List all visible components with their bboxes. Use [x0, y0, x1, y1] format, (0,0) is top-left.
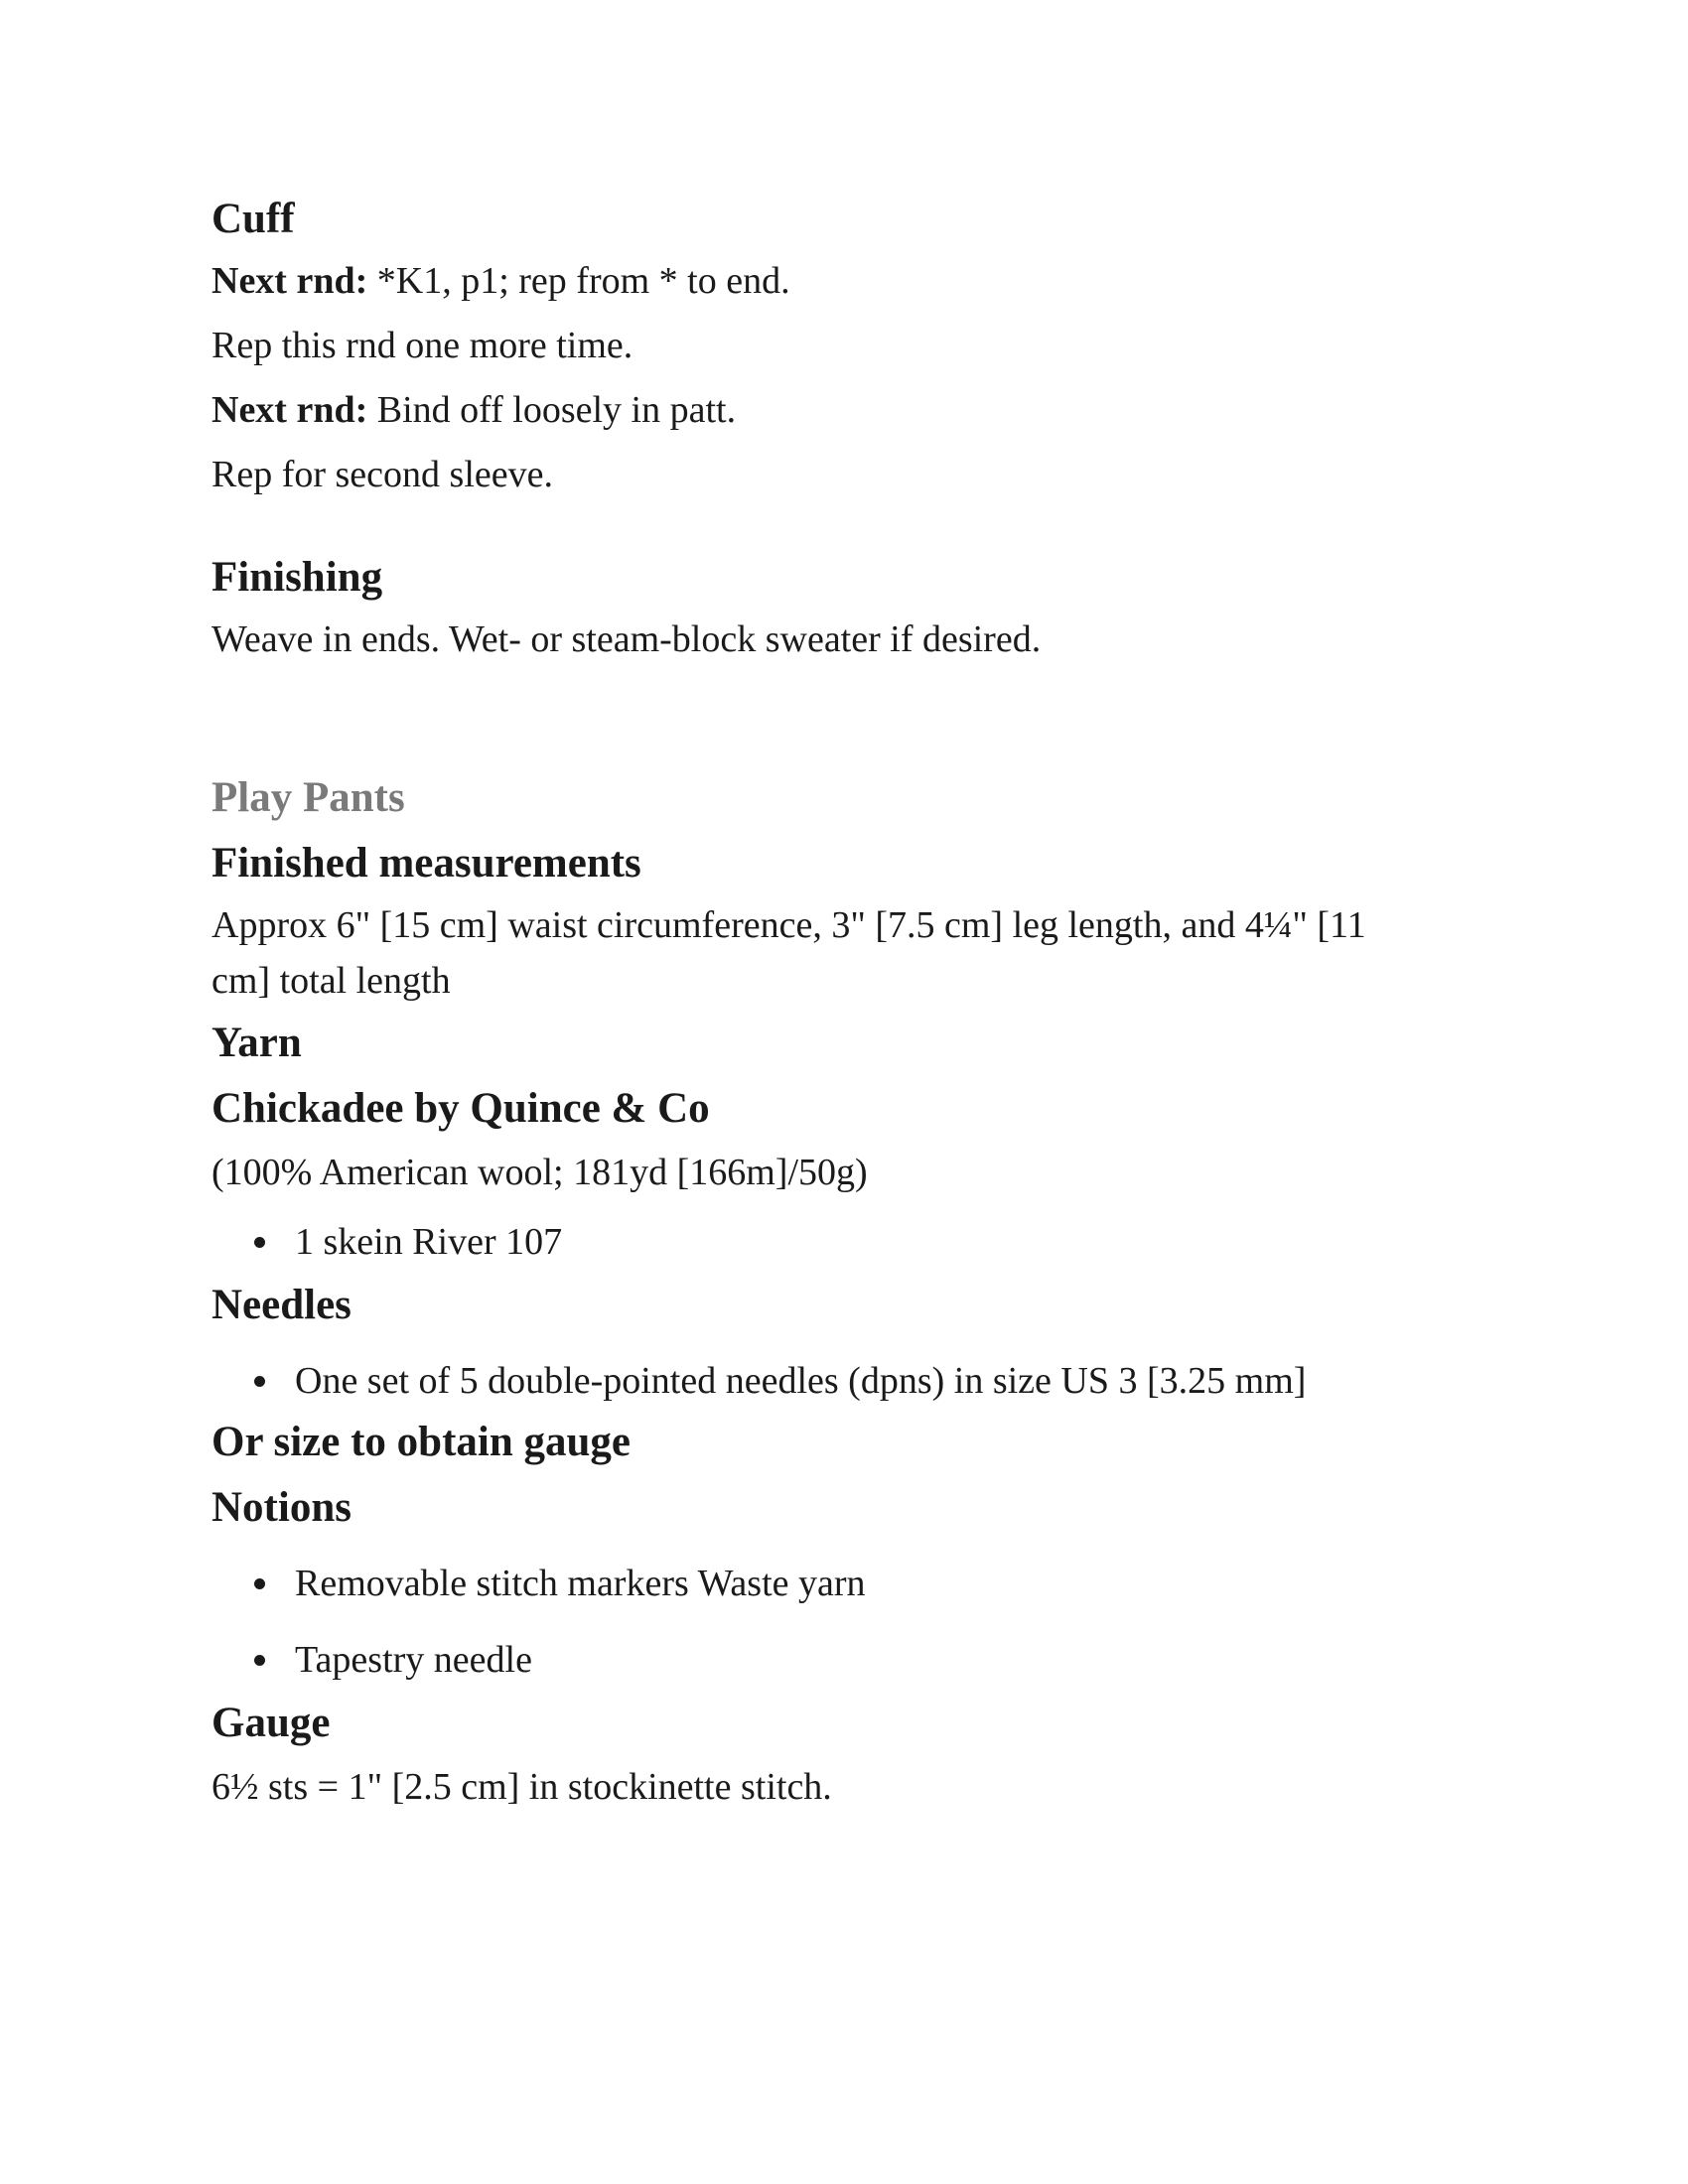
cuff-line-1-label: Next rnd:	[211, 260, 368, 302]
notions-heading: Notions	[211, 1484, 352, 1531]
finished-measurements-line-1: Approx 6" [15 cm] waist circumference, 3" [7.5 cm] leg length, and 4¼" [11	[211, 904, 1366, 946]
bullet-icon	[254, 1376, 265, 1387]
gauge-text: 6½ sts = 1" [2.5 cm] in stockinette stitch.	[211, 1766, 832, 1808]
cuff-line-2: Rep this rnd one more time.	[211, 325, 633, 366]
yarn-item-text: 1 skein River 107	[295, 1221, 563, 1263]
finishing-heading: Finishing	[211, 554, 383, 601]
yarn-list	[211, 1214, 1502, 1270]
bullet-icon	[254, 1655, 265, 1666]
bullet-icon	[254, 1237, 265, 1248]
gauge-heading: Gauge	[211, 1700, 331, 1746]
notions-item-text: Removable stitch markers Waste yarn	[295, 1563, 866, 1604]
document-page	[211, 194, 1502, 1824]
list-item	[254, 1353, 1502, 1409]
list-item	[254, 1214, 1502, 1270]
notions-list	[211, 1556, 1502, 1688]
gauge-note: Or size to obtain gauge	[211, 1419, 632, 1465]
finished-measurements-text	[211, 897, 1502, 1009]
cuff-line-3-text: Bind off loosely in patt.	[367, 389, 737, 431]
play-pants-title: Play Pants	[211, 774, 405, 821]
needles-list	[211, 1353, 1502, 1409]
list-item	[254, 1632, 1502, 1688]
finished-measurements-heading: Finished measurements	[211, 840, 641, 887]
yarn-heading: Yarn	[211, 1020, 302, 1066]
cuff-line-1	[211, 253, 1502, 309]
yarn-description: (100% American wool; 181yd [166m]/50g)	[211, 1152, 868, 1193]
notions-item-text: Tapestry needle	[295, 1639, 532, 1681]
cuff-heading: Cuff	[211, 196, 295, 242]
cuff-line-4: Rep for second sleeve.	[211, 454, 553, 495]
list-item	[254, 1556, 1502, 1611]
needles-item-text: One set of 5 double-pointed needles (dpns) in size US 3 [3.25 mm]	[295, 1360, 1307, 1402]
yarn-name: Chickadee by Quince & Co	[211, 1085, 710, 1132]
cuff-line-3-label: Next rnd:	[211, 389, 368, 431]
bullet-icon	[254, 1578, 265, 1589]
finishing-text: Weave in ends. Wet- or steam-block sweater if desired.	[211, 618, 1042, 660]
needles-heading: Needles	[211, 1282, 352, 1328]
finished-measurements-line-2: cm] total length	[211, 960, 451, 1002]
cuff-line-3	[211, 382, 1502, 438]
cuff-line-1-text: *K1, p1; rep from * to end.	[367, 260, 790, 302]
